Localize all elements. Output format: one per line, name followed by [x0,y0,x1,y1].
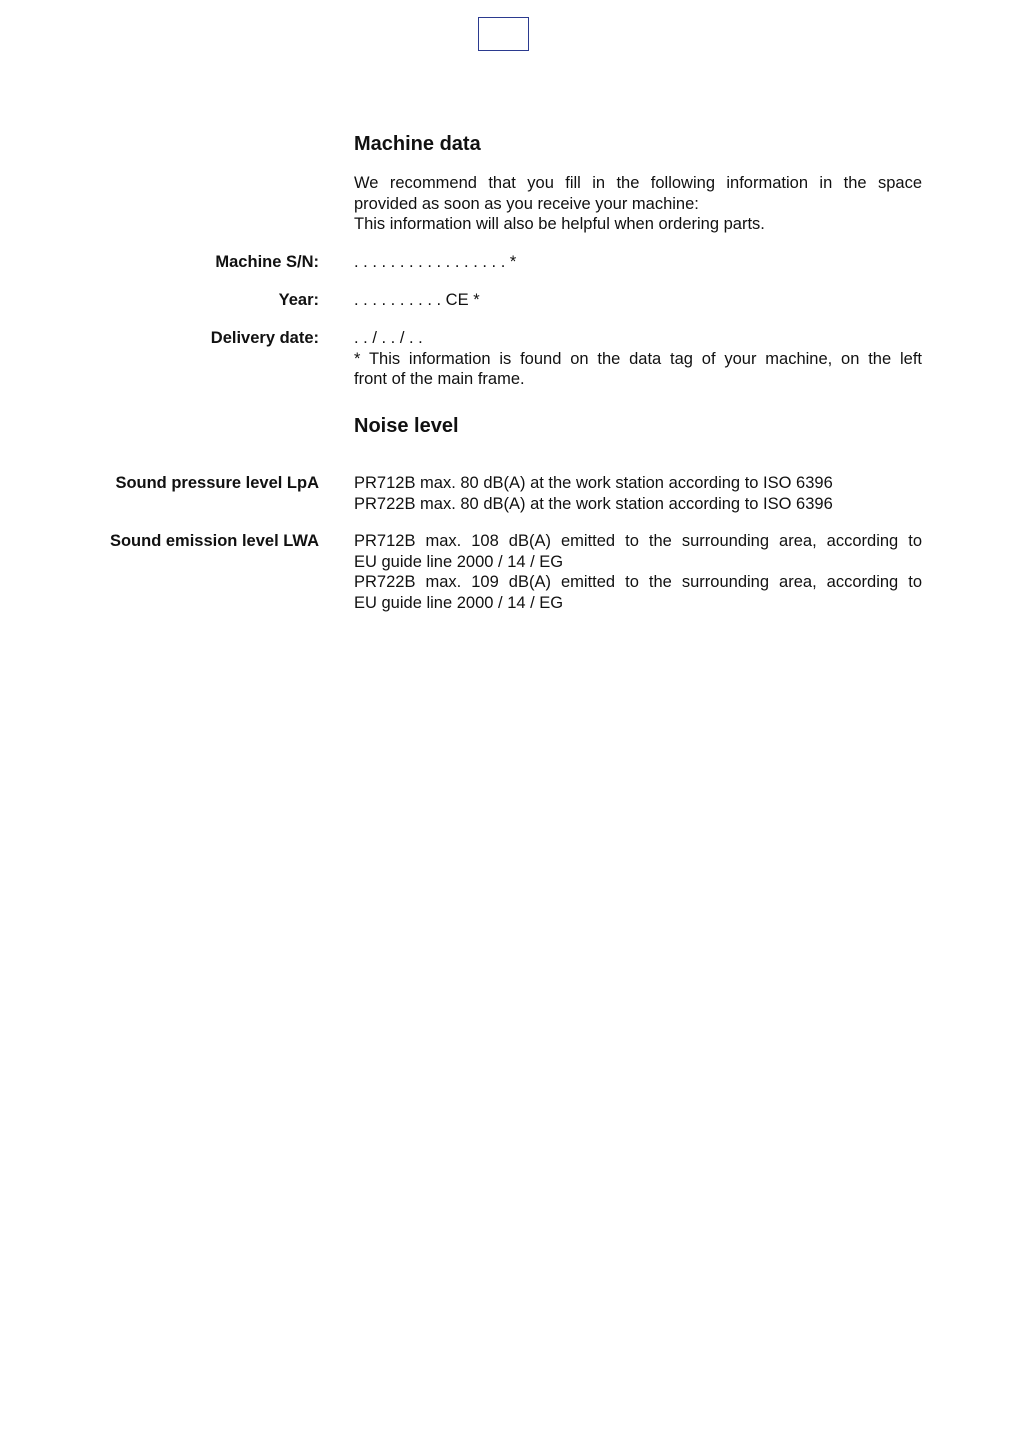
noise-level-heading: Noise level [354,415,459,437]
machine-serial-value [354,252,922,273]
delivery-date-label: Delivery date: [210,329,319,347]
intro-line: We recommend that you fill in the following information in the space [354,174,922,192]
year-value [354,290,922,311]
emission-line: PR722B max. 109 dB(A) emitted to the surrounding area, according to [354,573,922,591]
delivery-date-block [354,328,922,390]
emission-line: EU guide line 2000 / 14 / EG [354,593,564,612]
year-value-text: . . . . . . . . . . CE * [354,291,480,309]
year-label: Year: [278,291,319,309]
intro-line: provided as soon as you receive your machine: [354,194,699,213]
sound-pressure-label: Sound pressure level LpA [115,474,319,492]
serial-value-text: . . . . . . . . . . . . . . . . . * [354,253,517,271]
machine-data-heading: Machine data [354,133,481,155]
emission-line: EU guide line 2000 / 14 / EG [354,552,564,571]
sound-emission-values [354,531,922,613]
sound-pressure-values [354,473,922,514]
emission-line: PR712B max. 108 dB(A) emitted to the surrounding area, according to [354,532,922,550]
machine-serial-label: Machine S/N: [215,253,319,271]
pressure-line: PR712B max. 80 dB(A) at the work station according to ISO 6396 [354,474,833,492]
pressure-line: PR722B max. 80 dB(A) at the work station according to ISO 6396 [354,494,833,513]
footnote-line: front of the main frame. [354,370,525,388]
machine-data-intro [354,173,922,235]
delivery-date-value: . . / . . / . . [354,329,423,347]
intro-line: This information will also be helpful when ordering parts. [354,215,765,233]
sound-emission-label: Sound emission level LWA [109,532,319,550]
page-number-box [478,17,529,51]
footnote-line: * This information is found on the data tag of your machine, on the left [354,349,922,368]
